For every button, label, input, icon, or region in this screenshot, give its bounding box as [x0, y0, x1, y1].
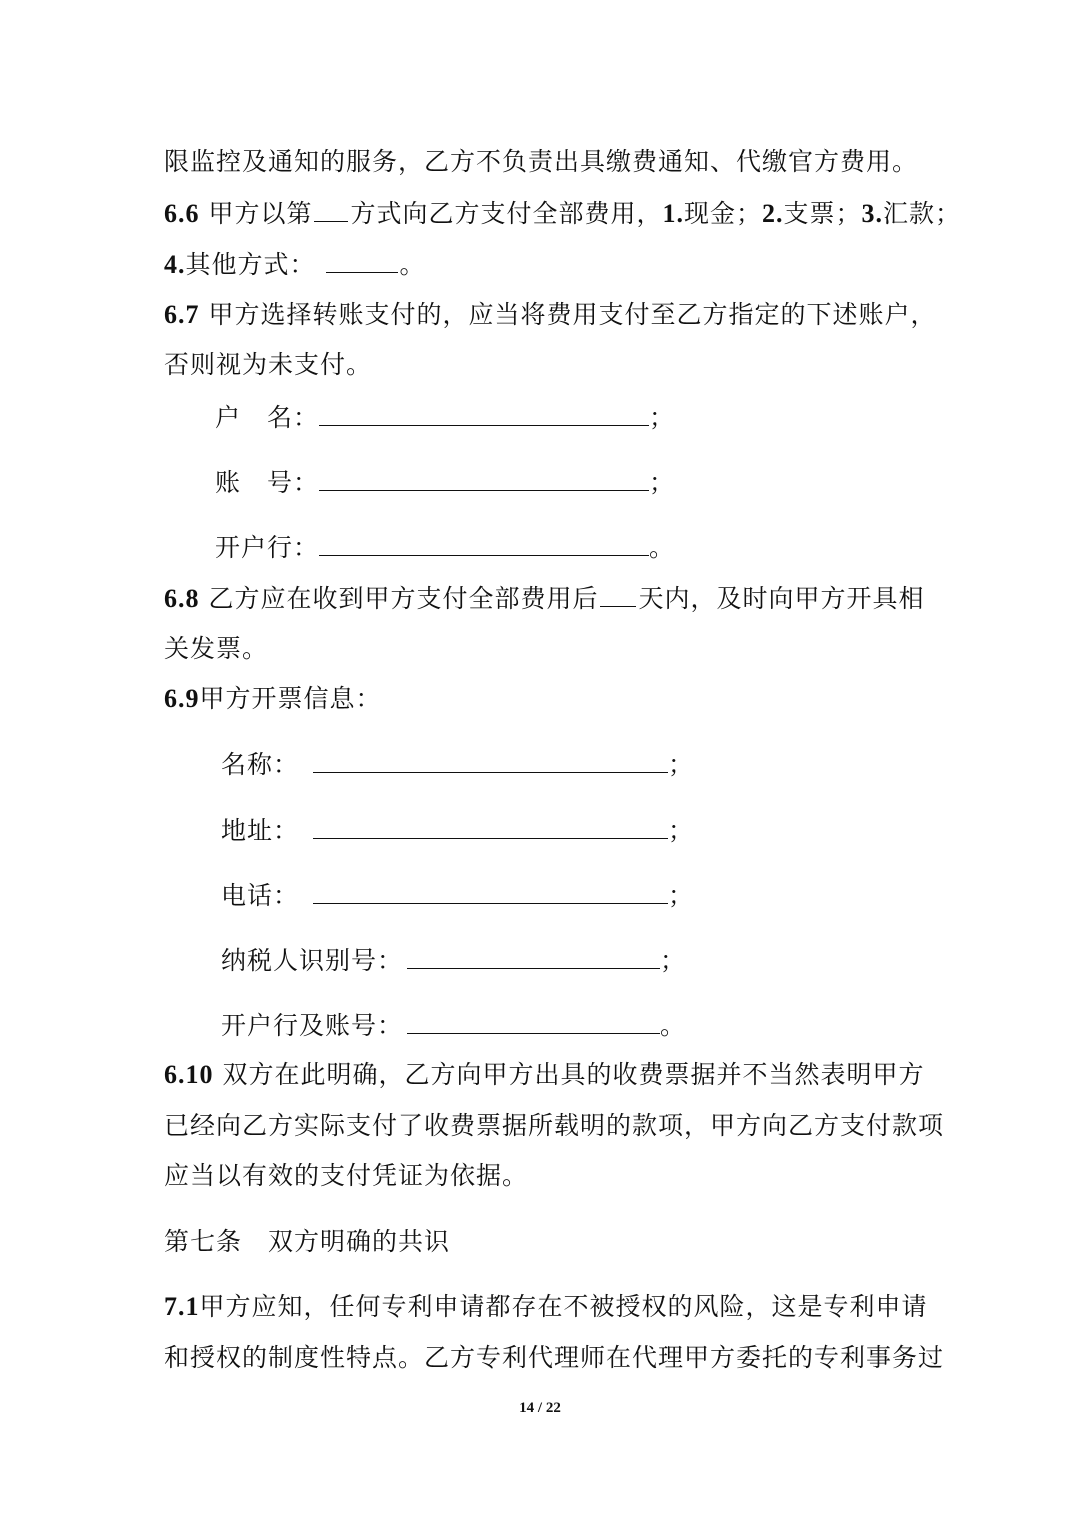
invoice-name-blank[interactable]	[313, 746, 668, 773]
text: 应当以有效的支付凭证为依据。	[164, 1161, 529, 1190]
clause-number: 6.7	[164, 300, 200, 329]
clause-number: 6.10	[164, 1060, 214, 1089]
field-label: 开户行：	[215, 533, 320, 562]
invoice-bank-blank[interactable]	[407, 1007, 660, 1034]
text: 方式向乙方支付全部费用，	[350, 199, 663, 228]
clause-number: 6.9	[164, 684, 200, 713]
clause-6-7	[164, 297, 936, 333]
option-number: 1.	[662, 199, 684, 228]
field-label: 电话：	[221, 881, 300, 910]
blank-other-method[interactable]	[326, 246, 398, 273]
clause-6-10	[164, 1057, 924, 1093]
clause-number: 6.6	[164, 199, 200, 228]
text: ；	[668, 750, 695, 779]
text: 甲方以第	[208, 199, 313, 228]
account-name-field	[215, 399, 675, 436]
clause-6-6	[164, 195, 961, 232]
clause-number: 6.8	[164, 584, 200, 613]
invoice-phone-blank[interactable]	[313, 877, 668, 904]
invoice-phone-field	[221, 877, 694, 914]
clause-number: 7.1	[164, 1292, 200, 1321]
text: 汇款；	[883, 199, 962, 228]
text: 甲方开票信息：	[199, 684, 382, 713]
text: 双方在此明确，乙方向甲方出具的收费票据并不当然表明甲方	[222, 1060, 925, 1089]
blank-days[interactable]	[600, 580, 636, 607]
paragraph-line	[164, 144, 918, 180]
clause-6-8-cont	[164, 631, 268, 667]
text: 。	[660, 1011, 687, 1040]
text: 其他方式：	[185, 250, 316, 279]
field-label: 开户行及账号：	[221, 1011, 404, 1040]
text: ；	[660, 946, 687, 975]
text: 否则视为未支付。	[164, 350, 373, 379]
option-number: 4.	[164, 250, 186, 279]
field-label: 账 号：	[215, 468, 320, 497]
text: 现金；	[683, 199, 762, 228]
clause-6-10-cont	[164, 1108, 944, 1144]
text: ；	[649, 403, 676, 432]
bank-field	[215, 529, 675, 566]
text: 。	[649, 533, 676, 562]
account-name-blank[interactable]	[319, 399, 649, 426]
invoice-taxid-blank[interactable]	[407, 942, 660, 969]
text: 已经向乙方实际支付了收费票据所载明的款项，甲方向乙方支付款项	[164, 1111, 945, 1140]
clause-7-1	[164, 1289, 928, 1325]
bank-blank[interactable]	[319, 529, 649, 556]
text: 天内，及时向甲方开具相	[638, 584, 925, 613]
invoice-taxid-field	[221, 942, 686, 979]
blank-method[interactable]	[314, 195, 348, 222]
text: 甲方选择转账支付的，应当将费用支付至乙方指定的下述账户，	[208, 300, 937, 329]
article-7-heading: 第七条 双方明确的共识	[164, 1227, 451, 1256]
account-number-field	[215, 464, 675, 501]
text: 乙方应在收到甲方支付全部费用后	[208, 584, 599, 613]
field-label: 地址：	[221, 816, 300, 845]
text: 支票；	[783, 199, 862, 228]
text: 和授权的制度性特点。乙方专利代理师在代理甲方委托的专利事务过	[164, 1343, 945, 1372]
clause-7-1-cont	[164, 1340, 944, 1376]
clause-6-7-cont	[164, 347, 372, 383]
field-label: 户 名：	[215, 403, 320, 432]
field-label: 名称：	[221, 750, 300, 779]
clause-6-10-cont	[164, 1158, 528, 1194]
invoice-bank-field	[221, 1007, 686, 1044]
text: 限监控及通知的服务，乙方不负责出具缴费通知、代缴官方费用。	[164, 147, 919, 176]
text: 甲方应知，任何专利申请都存在不被授权的风险，这是专利申请	[199, 1292, 928, 1321]
text: ；	[668, 881, 695, 910]
option-number: 3.	[861, 199, 884, 228]
invoice-address-blank[interactable]	[313, 812, 668, 839]
clause-6-6-cont	[164, 246, 426, 283]
account-number-blank[interactable]	[319, 464, 649, 491]
clause-6-9	[164, 681, 382, 717]
field-label: 纳税人识别号：	[221, 946, 404, 975]
option-number: 2.	[762, 199, 784, 228]
text: 关发票。	[164, 634, 269, 663]
clause-6-8	[164, 580, 924, 617]
text: 。	[399, 250, 426, 279]
text: ；	[668, 816, 695, 845]
invoice-name-field	[221, 746, 694, 783]
page-number: 14 / 22	[519, 1400, 561, 1416]
text: ；	[649, 468, 676, 497]
invoice-address-field	[221, 812, 694, 849]
